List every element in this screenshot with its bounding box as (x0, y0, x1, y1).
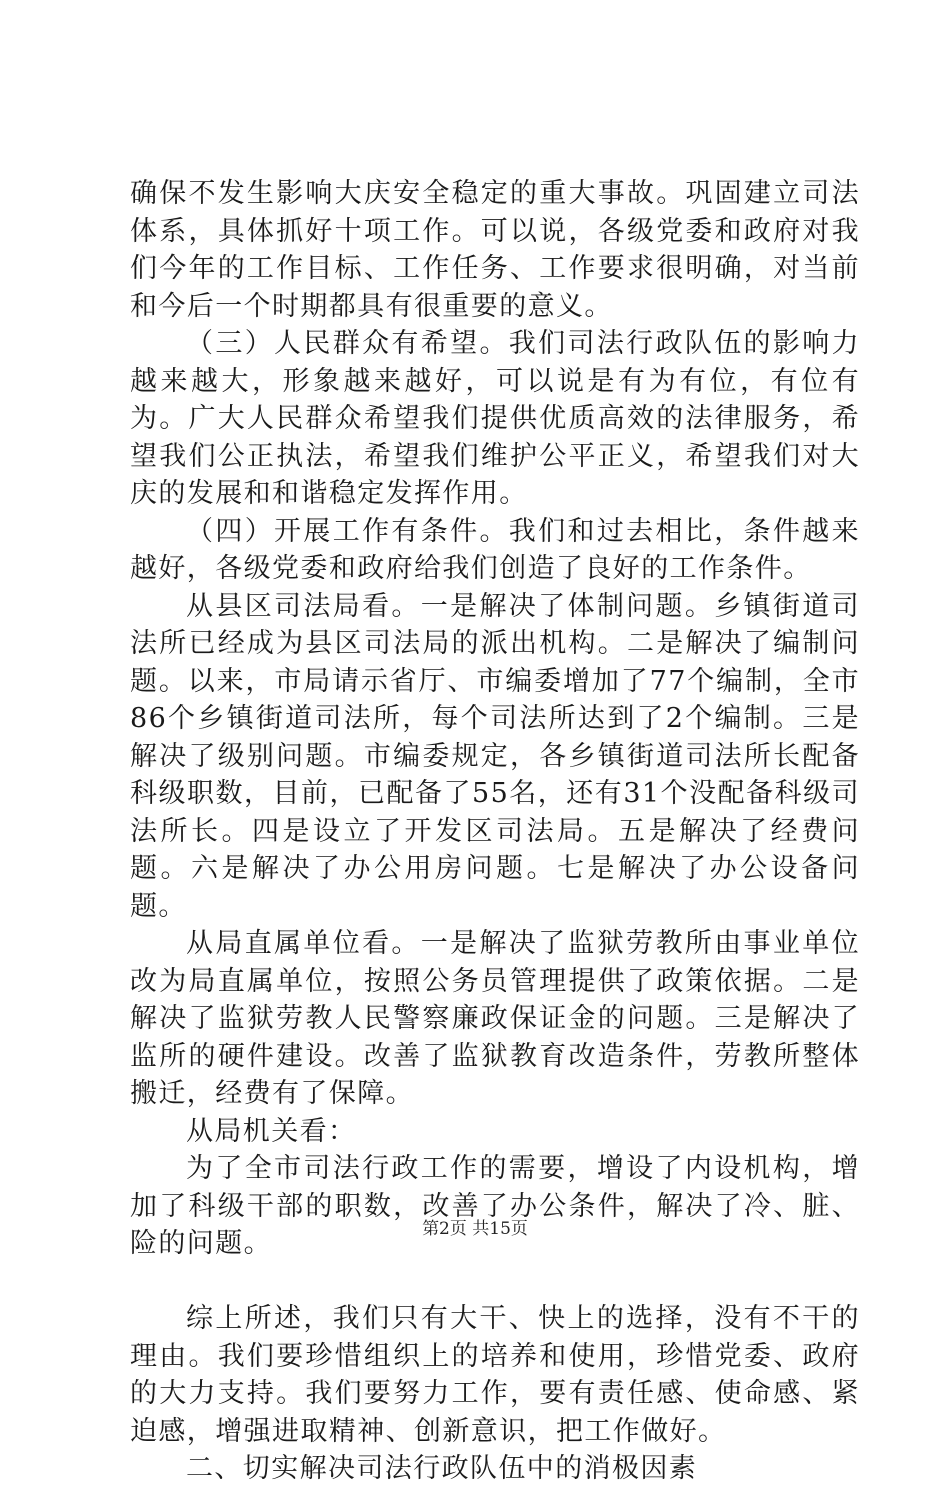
paragraph-summary: 综上所述，我们只有大干、快上的选择，没有不干的理由。我们要珍惜组织上的培养和使用，珍惜党委、政府的大力支持。我们要努力工作，要有责任感、使命感、紧迫感，增强进取精神、创新意识，把工作做好。 (130, 1303, 860, 1447)
paragraph-bureau-organ: 为了全市司法行政工作的需要，增设了内设机构，增加了科级干部的职数，改善了办公条件，解决了冷、脏、险的问题。 (130, 1153, 860, 1259)
paragraph-continuation: 确保不发生影响大庆安全稳定的重大事故。巩固建立司法体系，具体抓好十项工作。可以说，各级党委和政府对我们今年的工作目标、工作任务、工作要求很明确，对当前和今后一个时期都具有很重要的意义。 (130, 178, 860, 322)
section-heading-two: 二、切实解决司法行政队伍中的消极因素 (186, 1453, 698, 1484)
document-body (130, 175, 860, 1488)
paragraph-bureau-organ-heading: 从局机关看： (186, 1115, 357, 1147)
paragraph-spacer (130, 1263, 860, 1301)
paragraph-county-bureau: 从县区司法局看。一是解决了体制问题。乡镇街道司法所已经成为县区司法局的派出机构。二是解决了编制问题。以来，市局请示省厅、市编委增加了77个编制，全市86个乡镇街道司法所，每个司法所达到了2个编制。三是解决了级别问题。市编委规定，各乡镇街道司法所长配备科级职数，目前，已配备了55名，还有31个没配备科级司法所长。四是设立了开发区司法局。五是解决了经费问题。六是解决了办公用房问题。七是解决了办公设备问题。 (130, 590, 860, 922)
paragraph-section-four: （四）开展工作有条件。我们和过去相比，条件越来越好，各级党委和政府给我们创造了良好的工作条件。 (130, 515, 860, 584)
paragraph-direct-units: 从局直属单位看。一是解决了监狱劳教所由事业单位改为局直属单位，按照公务员管理提供了政策依据。二是解决了监狱劳教人民警察廉政保证金的问题。三是解决了监所的硬件建设。改善了监狱教育改造条件，劳教所整体搬迁，经费有了保障。 (130, 928, 860, 1109)
paragraph-section-three: （三）人民群众有希望。我们司法行政队伍的影响力越来越大，形象越来越好，可以说是有为有位，有位有为。广大人民群众希望我们提供优质高效的法律服务，希望我们公正执法，希望我们维护公平正义，希望我们对大庆的发展和和谐稳定发挥作用。 (130, 328, 860, 509)
page-number-footer: 第2页 共15页 (422, 1219, 528, 1239)
